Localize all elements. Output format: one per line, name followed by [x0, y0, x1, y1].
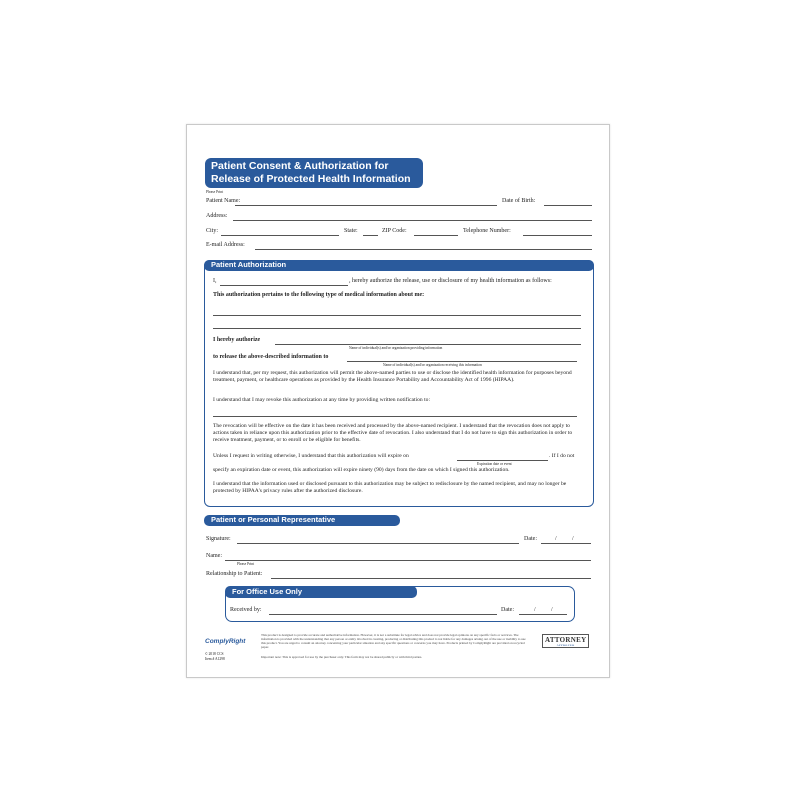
please-print-note: Please Print [206, 190, 224, 194]
representative-heading: Patient or Personal Representative [204, 515, 400, 526]
zip-field[interactable] [414, 235, 458, 236]
signature-date-field[interactable] [541, 543, 591, 544]
medical-info-line-1[interactable] [213, 315, 581, 316]
state-label: State: [344, 228, 358, 234]
medical-info-line-2[interactable] [213, 328, 581, 329]
footer-code-2: Item # A1298 [205, 657, 225, 661]
revocation-effective-paragraph: The revocation will be effective on the date it has been received and processed by the above-named recipient. I understand that the revocation does not apply to actions taken in reliance upon this authorization prior to the effective date of revocation. I also understand that I do not have to sign this authorization in order to receive treatment, payment, or to enroll or be eligible for benefits. [213, 423, 573, 443]
rep-please-print: Please Print [237, 562, 255, 566]
city-field[interactable] [221, 235, 339, 236]
office-date-label: Date: [501, 607, 514, 613]
recipient-name-field[interactable] [347, 361, 577, 362]
hipaa-paragraph: I understand that, per my request, this authorization will permit the above-named parties to use or disclose the identified health information for purposes beyond treatment, payment, or healthcare operations as provided by the Health Insurance Portability and Accountability Act of 1996 (HIPAA). [213, 370, 572, 383]
date-slash-2: / [572, 536, 574, 542]
form-title [205, 158, 423, 188]
provider-caption: Name of individual(s) and/or organization providing information [349, 346, 443, 350]
signature-label: Signature: [206, 536, 231, 542]
expire-text: Unless I request in writing otherwise, I understand that this authorization will expire on [213, 453, 409, 459]
attorney-logo-sub: APPROVED [556, 644, 575, 647]
authorizer-name-field[interactable] [220, 285, 348, 286]
revocation-contact-field[interactable] [213, 416, 577, 417]
state-field[interactable] [363, 235, 378, 236]
pertains-text: This authorization pertains to the following type of medical information about me: [213, 292, 425, 298]
footer-notice: Important note: This is approved for use by the purchaser only. This form may not be shared publicly or with third parties. [261, 655, 423, 659]
provider-name-field[interactable] [275, 344, 581, 345]
office-date-slash-2: / [551, 607, 553, 613]
expiration-field[interactable] [457, 460, 548, 461]
hereby-text: , hereby authorize the release, use or disclosure of my health information as follows: [349, 278, 552, 284]
signature-date-label: Date: [524, 536, 537, 542]
form-title-line1: Patient Consent & Authorization for [211, 160, 389, 172]
relationship-field[interactable] [271, 578, 591, 579]
footer-disclaimer: This product is designed to provide accurate and authoritative information. However, it is not a substitute for legal advice and does not provide legal opinions on any specific facts or services. The information is provided with the understanding that any person or entity involved in creating, producing or distributing this product is not liable for any damages arising out of the use or inability to use this product. You are urged to consult an attorney concerning your particular situation and any specific questions or concerns you may have. Products printed by ComplyRight are provided on recycled paper. [261, 633, 526, 650]
signature-field[interactable] [237, 543, 519, 544]
complyright-logo: ComplyRight [205, 638, 246, 645]
if-not-text: . If I do not [549, 453, 575, 459]
relationship-label: Relationship to Patient: [206, 571, 263, 577]
expiration-caption: Expiration date or event [477, 462, 512, 466]
dob-field[interactable] [544, 205, 592, 206]
email-label: E-mail Address: [206, 242, 245, 248]
address-label: Address: [206, 213, 228, 219]
attorney-logo-text: ATTORNEY [545, 636, 587, 644]
redisclosure-paragraph: I understand that the information used or disclosed pursuant to this authorization may be subject to redisclosure by the named recipient, and may no longer be protected by HIPAA's privacy rules after the authorized disclosure. [213, 481, 567, 494]
patient-authorization-heading: Patient Authorization [204, 260, 594, 271]
ninety-day-paragraph: specify an expiration date or event, this authorization will expire ninety (90) days from the date on which I signed this authorization. [213, 467, 510, 473]
office-use-heading: For Office Use Only [225, 586, 417, 598]
dob-label: Date of Birth: [502, 198, 536, 204]
footer-code-1: © 2018 CCS [205, 652, 224, 656]
received-by-label: Received by: [230, 607, 262, 613]
rep-name-label: Name: [206, 553, 222, 559]
patient-name-label: Patient Name: [206, 198, 241, 204]
office-date-field[interactable] [519, 614, 567, 615]
i-label: I, [213, 278, 217, 284]
received-by-field[interactable] [269, 614, 497, 615]
rep-name-field[interactable] [225, 560, 591, 561]
attorney-approved-logo [542, 634, 589, 648]
consent-form-page [186, 124, 610, 678]
city-label: City: [206, 228, 219, 234]
form-title-line2: Release of Protected Health Information [211, 173, 411, 185]
hereby-authorize-label: I hereby authorize [213, 337, 261, 343]
address-field[interactable] [233, 220, 592, 221]
telephone-field[interactable] [523, 235, 592, 236]
recipient-caption: Name of individual(s) and/or organization receiving this information [383, 363, 482, 367]
release-to-label: to release the above-described information to [213, 354, 329, 360]
telephone-label: Telephone Number: [463, 228, 511, 234]
zip-label: ZIP Code: [382, 228, 407, 234]
patient-name-field[interactable] [235, 205, 497, 206]
email-field[interactable] [255, 249, 592, 250]
revoke-paragraph: I understand that I may revoke this authorization at any time by providing written notification to: [213, 397, 431, 403]
office-date-slash-1: / [534, 607, 536, 613]
date-slash-1: / [555, 536, 557, 542]
